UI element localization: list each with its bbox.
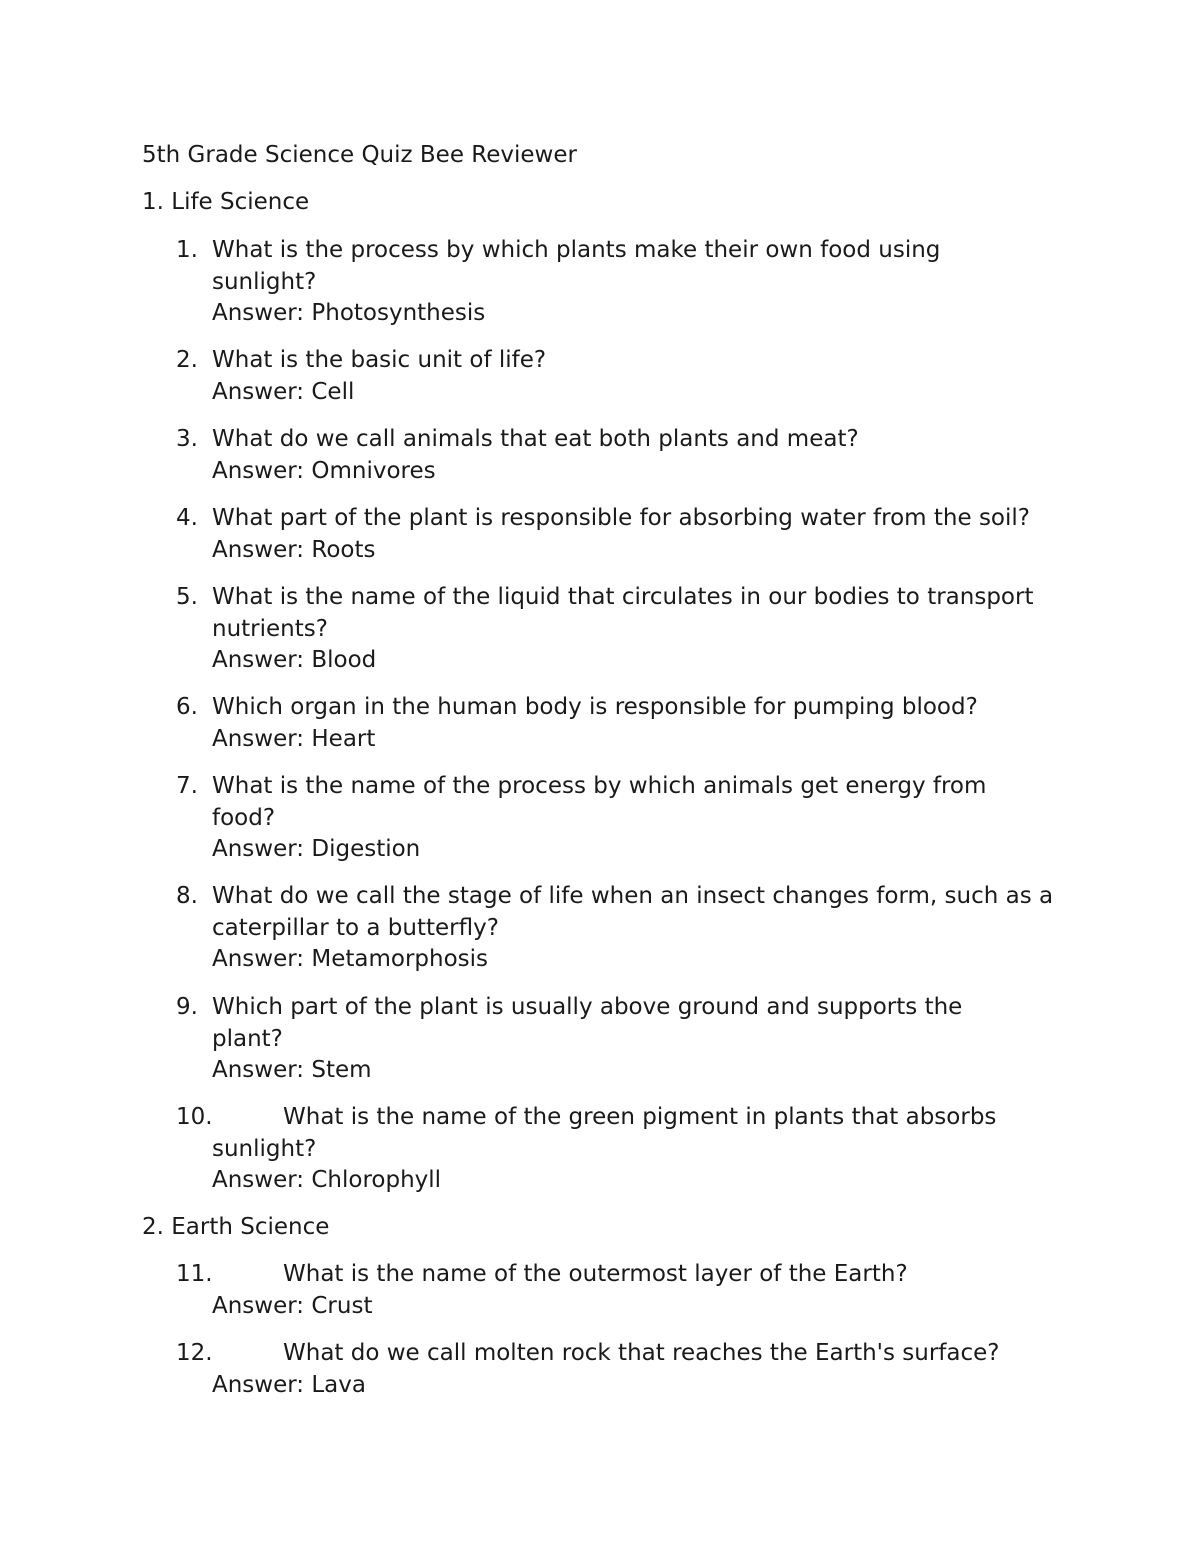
question-answer: Answer: Blood — [212, 647, 377, 673]
question-text: What is the name of the liquid that circulates in our bodies to transport nutrients? — [212, 584, 1034, 642]
question-text: What do we call the stage of life when an insect changes form, such as a caterpillar to a butterfly? — [212, 883, 1054, 941]
question-answer: Answer: Roots — [212, 536, 376, 563]
document-title: 5th Grade Science Quiz Bee Reviewer — [142, 142, 577, 168]
question-text: What is the name of the process by which animals get energy from food? — [212, 773, 987, 831]
list-item — [176, 235, 1076, 330]
question-answer: Answer: Stem — [212, 1057, 372, 1083]
list-item — [176, 503, 1076, 566]
list-item — [176, 1259, 1076, 1322]
section-heading-life-science: 1. Life Science — [142, 189, 310, 215]
question-number: 3. — [176, 426, 198, 452]
question-answer: Answer: Lava — [212, 1371, 366, 1398]
list-item — [176, 692, 1076, 755]
question-number: 2. — [176, 347, 198, 373]
question-text: What is the basic unit of life? — [212, 347, 547, 373]
question-text: What do we call molten rock that reaches the Earth's surface? — [283, 1340, 1000, 1366]
question-number: 12. — [176, 1340, 213, 1366]
question-answer: Answer: Omnivores — [212, 457, 436, 484]
question-number: 6. — [176, 694, 198, 720]
list-item — [176, 424, 1076, 487]
list-item — [176, 992, 1076, 1087]
list-item — [176, 1102, 1076, 1197]
list-item — [176, 1338, 1076, 1401]
question-text: Which part of the plant is usually above ground and supports the plant? — [212, 994, 963, 1052]
question-answer: Answer: Crust — [212, 1292, 373, 1319]
list-item — [176, 582, 1076, 677]
question-number: 1. — [176, 237, 198, 263]
section-heading-earth-science: 2. Earth Science — [142, 1214, 330, 1240]
question-number: 11. — [176, 1261, 213, 1287]
question-number: 10. — [176, 1104, 213, 1130]
question-number: 5. — [176, 584, 198, 610]
list-item — [176, 771, 1076, 866]
question-answer: Answer: Heart — [212, 725, 376, 752]
list-item — [176, 881, 1076, 976]
question-number: 7. — [176, 773, 198, 799]
question-answer: Answer: Cell — [212, 378, 355, 405]
question-text: What part of the plant is responsible for absorbing water from the soil? — [212, 505, 1030, 531]
question-number: 8. — [176, 883, 198, 909]
question-text: What is the name of the green pigment in plants that absorbs sunlight? — [212, 1104, 997, 1162]
question-answer: Answer: Digestion — [212, 836, 421, 862]
question-answer: Answer: Photosynthesis — [212, 300, 486, 326]
question-number: 4. — [176, 505, 198, 531]
question-text: What is the process by which plants make their own food using sunlight? — [212, 237, 941, 295]
question-text: What is the name of the outermost layer of the Earth? — [283, 1261, 908, 1287]
question-text: What do we call animals that eat both plants and meat? — [212, 426, 859, 452]
question-answer: Answer: Metamorphosis — [212, 946, 489, 972]
question-answer: Answer: Chlorophyll — [212, 1167, 442, 1193]
question-number: 9. — [176, 994, 198, 1020]
list-item — [176, 345, 1076, 408]
question-text: Which organ in the human body is responsible for pumping blood? — [212, 694, 978, 720]
